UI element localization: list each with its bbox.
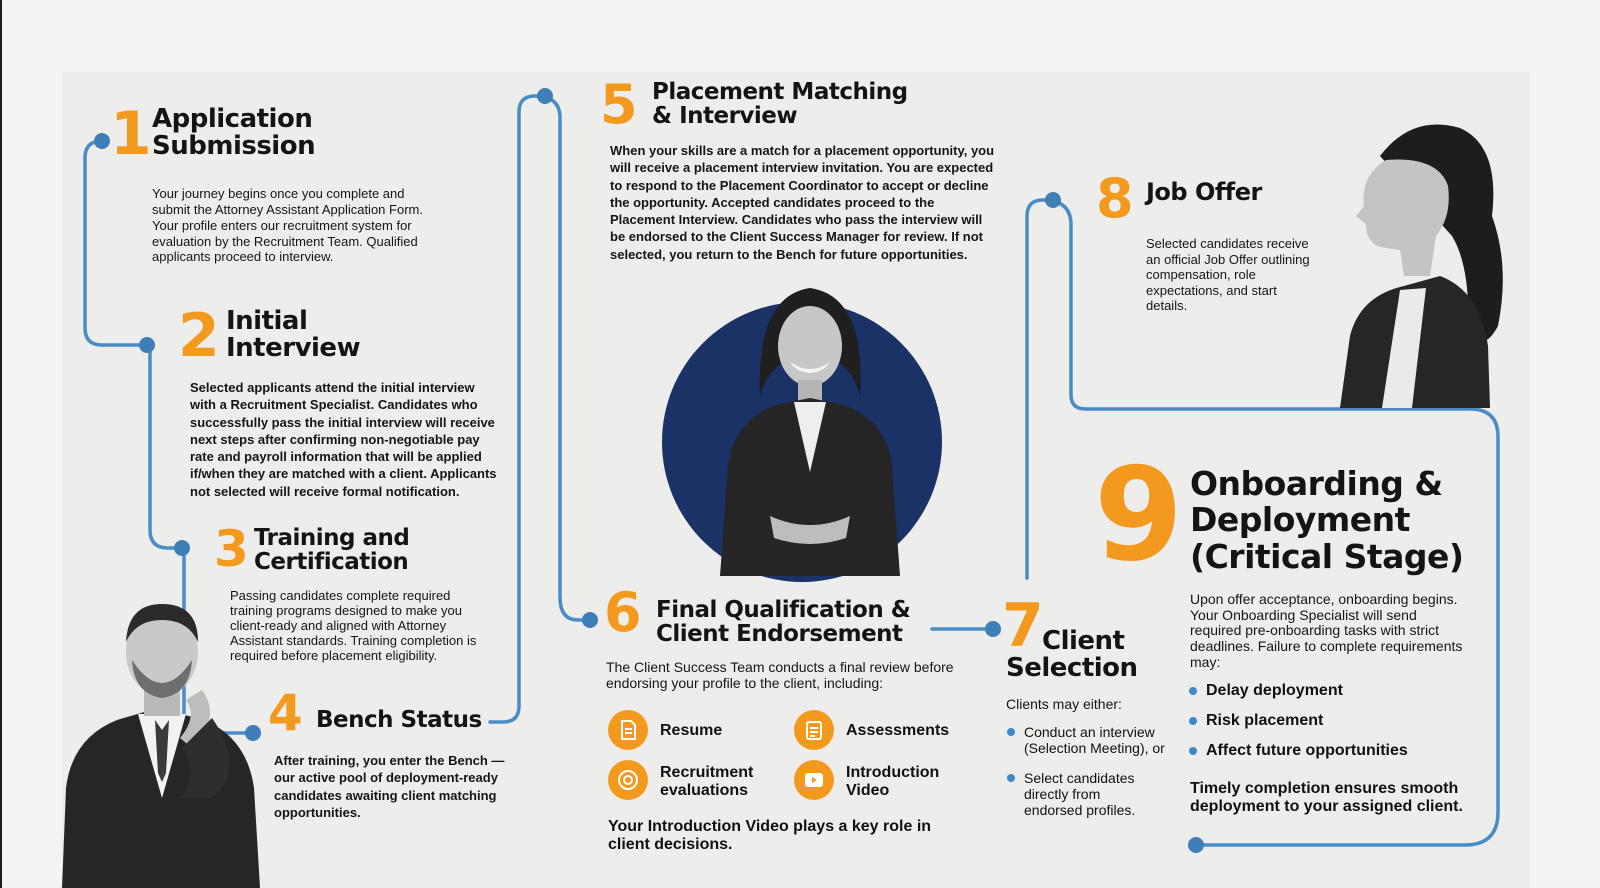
connector-4-5 (490, 96, 590, 722)
text-line: to respond to the Placement Coordinator to accept or decline (610, 177, 989, 193)
text-line: required before placement eligibility. (230, 648, 438, 664)
step-6-description (606, 660, 954, 691)
text-line: evaluation by the Recruitment Team. Qualified (152, 233, 418, 249)
resume-label: Resume (660, 722, 723, 739)
text-line: Assistant standards. Training completion is (230, 633, 477, 649)
step-6-number: 6 (604, 581, 642, 644)
text-line: Upon offer acceptance, onboarding begins. (1190, 591, 1458, 607)
text-line: directly from (1024, 786, 1101, 803)
text-line: (Selection Meeting), or (1024, 740, 1165, 757)
step-3-title (254, 526, 409, 574)
text-line: expectations, and start (1146, 282, 1277, 298)
text-line: if/when they are matched with a client. Applicants (190, 466, 497, 482)
step-5-title-line: & Interview (652, 103, 798, 130)
text-line: Passing candidates complete required (230, 588, 451, 603)
text-line: successfully pass the initial interview will receive (190, 414, 495, 430)
text-line: submit the Attorney Assistant Application Form. (152, 201, 423, 217)
node-1 (94, 133, 110, 149)
label-line: Video (846, 781, 890, 799)
step-6-title-line: Client Endorsement (656, 621, 903, 648)
step-8-description (1146, 236, 1310, 314)
document-icon (608, 710, 648, 750)
text-line: Select candidates (1024, 770, 1135, 786)
text-line: rate and payroll information that will be applied (190, 449, 482, 465)
step-9-risk: Risk placement (1206, 712, 1324, 729)
node-6 (582, 612, 598, 628)
text-line: Selected candidates receive (1146, 236, 1309, 251)
text-line: Placement Interview. Candidates who pass the interview will (610, 212, 983, 228)
text-line: Your Onboarding Specialist will send (1190, 606, 1417, 623)
node-2 (139, 337, 155, 353)
text-line: Your journey begins once you complete and (152, 186, 405, 201)
step-5-description (610, 142, 994, 263)
label-line: Timely completion ensures smooth (1190, 780, 1459, 797)
text-line: opportunities. (274, 804, 361, 820)
step-6-title-line: Final Qualification & (656, 597, 911, 623)
step-9-risk: Delay deployment (1206, 682, 1343, 699)
text-line: may: (1190, 653, 1221, 670)
text-line: Selected applicants attend the initial interview (190, 380, 475, 395)
label-line: Introduction (846, 764, 940, 781)
step-9-risk: Affect future opportunities (1206, 742, 1408, 759)
connector-1-2 (85, 141, 147, 345)
step-6-title (656, 598, 910, 646)
text-line: with a Recruitment Specialist. Candidates who (190, 397, 478, 413)
text-line: When your skills are a match for a placement opportunity, you (610, 143, 995, 158)
step-1-title-line: Application (152, 104, 313, 134)
label-line: client decisions. (608, 835, 733, 853)
step-8-title: Job Offer (1146, 178, 1262, 206)
text-line: will receive a placement interview invitation. You are expected (610, 160, 994, 176)
step-5-number: 5 (600, 73, 638, 136)
step-2-title-line: Interview (226, 333, 361, 364)
step-9-title-line: Onboarding & (1190, 464, 1443, 503)
recruitment-evaluations-label (660, 764, 753, 800)
text-line: endorsed profiles. (1024, 802, 1136, 819)
step-5-title-line: Placement Matching (652, 79, 908, 105)
text-line: client-ready and aligned with Attorney (230, 618, 447, 634)
text-line: training programs designed to make you (230, 603, 462, 619)
step-2-number: 2 (178, 301, 220, 371)
step-1-description (152, 186, 423, 265)
step-7-lead: Clients may either: (1006, 696, 1122, 712)
text-line: After training, you enter the Bench — (274, 753, 505, 768)
step-6-footer (608, 818, 931, 854)
step-9-footer (1190, 780, 1463, 816)
label-line: evaluations (660, 781, 749, 799)
step-7-option (1024, 770, 1135, 818)
woman-profile-photo (1320, 116, 1520, 408)
step-1-title-line: Submission (152, 131, 316, 162)
text-line: The Client Success Team conducts a final review before (606, 659, 954, 675)
text-line: the opportunity. Accepted candidates proceed to the (610, 194, 935, 210)
step-9-title-line: Deployment (1190, 500, 1410, 540)
step-4-description (274, 752, 504, 821)
text-line: candidates awaiting client matching (274, 787, 497, 803)
node-8 (1045, 192, 1061, 208)
label-line: Recruitment (660, 764, 754, 781)
step-2-title (226, 308, 360, 363)
step-1-title (152, 106, 315, 161)
text-line: Conduct an interview (1024, 724, 1155, 740)
text-line: our active pool of deployment-ready (274, 770, 498, 786)
step-7-number: 7 (1002, 591, 1044, 661)
step-2-title-line: Initial (226, 306, 308, 336)
node-3 (174, 540, 190, 556)
step-2-description (190, 379, 497, 500)
assessments-label: Assessments (846, 722, 950, 739)
step-4-title: Bench Status (316, 707, 482, 733)
clipboard-icon (794, 710, 834, 750)
step-7-title-line: Selection (1006, 653, 1138, 684)
text-line: applicants proceed to interview. (152, 249, 334, 265)
node-7 (985, 621, 1001, 637)
step-7-title-line: Client (1042, 626, 1125, 656)
introduction-video-label (846, 764, 939, 800)
text-line: next steps after confirming non-negotiable pay (190, 431, 480, 447)
step-8-number: 8 (1096, 167, 1134, 230)
step-9-description (1190, 592, 1462, 670)
text-line: an official Job Offer outlining (1146, 251, 1310, 267)
step-5-title (652, 80, 908, 128)
text-line: compensation, role (1146, 267, 1256, 283)
label-line: Your Introduction Video plays a key role in (608, 818, 932, 835)
step-7-title (1006, 628, 1138, 683)
text-line: deadlines. Failure to complete requirements (1190, 638, 1463, 655)
connector-2-3 (147, 345, 182, 548)
step-3-title-line: Certification (254, 549, 409, 576)
target-icon (608, 760, 648, 800)
step-1-number: 1 (110, 99, 152, 169)
node-5 (537, 88, 553, 104)
text-line: be endorsed to the Client Success Manager for review. If not (610, 229, 983, 245)
step-4-number: 4 (268, 684, 303, 742)
text-line: details. (1146, 298, 1188, 314)
step-3-title-line: Training and (254, 525, 410, 551)
label-line: deployment to your assigned client. (1190, 797, 1463, 815)
step-7-option (1024, 724, 1165, 756)
smiling-woman-photo (700, 276, 920, 576)
text-line: selected, you return to the Bench for future opportunities. (610, 246, 968, 262)
text-line: not selected will receive formal notification. (190, 483, 460, 499)
text-line: endorsing your profile to the client, including: (606, 674, 884, 691)
man-thinking-photo (62, 598, 262, 888)
step-3-description (230, 588, 476, 663)
step-9-title (1190, 466, 1464, 575)
play-icon (794, 760, 834, 800)
text-line: required pre-onboarding tasks with strict (1190, 622, 1440, 639)
node-9 (1188, 837, 1204, 853)
step-9-number: 9 (1094, 441, 1180, 590)
step-3-number: 3 (214, 520, 249, 578)
text-line: Your profile enters our recruitment system for (152, 217, 412, 233)
step-9-title-line: (Critical Stage) (1190, 536, 1464, 576)
